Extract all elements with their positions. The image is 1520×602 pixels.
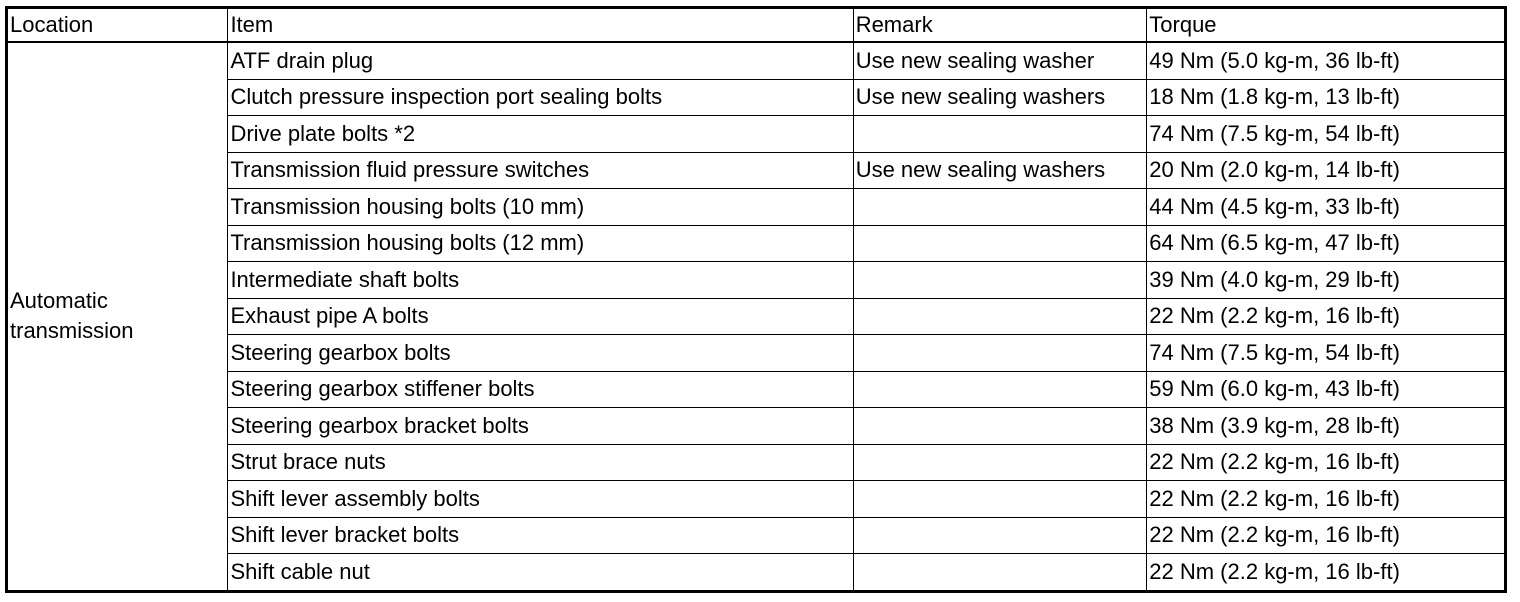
item-cell: Shift cable nut	[228, 554, 853, 592]
table-header	[7, 8, 1506, 43]
remark-cell	[853, 225, 1147, 262]
remark-cell	[853, 371, 1147, 408]
header-torque: Torque	[1147, 8, 1506, 43]
item-cell: Exhaust pipe A bolts	[228, 298, 853, 335]
torque-cell: 22 Nm (2.2 kg-m, 16 lb-ft)	[1147, 481, 1506, 518]
header-location: Location	[7, 8, 228, 43]
item-cell: Steering gearbox stiffener bolts	[228, 371, 853, 408]
remark-cell	[853, 481, 1147, 518]
torque-cell: 74 Nm (7.5 kg-m, 54 lb-ft)	[1147, 335, 1506, 372]
table-row	[7, 335, 1506, 372]
table-row	[7, 189, 1506, 226]
torque-cell: 22 Nm (2.2 kg-m, 16 lb-ft)	[1147, 444, 1506, 481]
remark-cell	[853, 116, 1147, 153]
item-cell: Transmission fluid pressure switches	[228, 152, 853, 189]
table-row	[7, 225, 1506, 262]
item-cell: Steering gearbox bolts	[228, 335, 853, 372]
torque-cell: 20 Nm (2.0 kg-m, 14 lb-ft)	[1147, 152, 1506, 189]
item-cell: Clutch pressure inspection port sealing bolts	[228, 79, 853, 116]
remark-cell	[853, 444, 1147, 481]
item-cell: Transmission housing bolts (12 mm)	[228, 225, 853, 262]
item-cell: Strut brace nuts	[228, 444, 853, 481]
table-row	[7, 42, 1506, 79]
torque-cell: 38 Nm (3.9 kg-m, 28 lb-ft)	[1147, 408, 1506, 445]
location-cell: Automatic transmission	[7, 42, 228, 591]
torque-cell: 64 Nm (6.5 kg-m, 47 lb-ft)	[1147, 225, 1506, 262]
table-row	[7, 517, 1506, 554]
table-row	[7, 481, 1506, 518]
remark-cell	[853, 517, 1147, 554]
table-row	[7, 152, 1506, 189]
table-row	[7, 116, 1506, 153]
table-row	[7, 554, 1506, 592]
table-row	[7, 371, 1506, 408]
torque-cell: 22 Nm (2.2 kg-m, 16 lb-ft)	[1147, 298, 1506, 335]
remark-cell	[853, 298, 1147, 335]
header-row	[7, 8, 1506, 43]
table-row	[7, 262, 1506, 299]
torque-specification-table	[5, 6, 1507, 593]
remark-cell	[853, 554, 1147, 592]
torque-cell: 22 Nm (2.2 kg-m, 16 lb-ft)	[1147, 554, 1506, 592]
torque-cell: 59 Nm (6.0 kg-m, 43 lb-ft)	[1147, 371, 1506, 408]
header-item: Item	[228, 8, 853, 43]
item-cell: Steering gearbox bracket bolts	[228, 408, 853, 445]
table-body	[7, 42, 1506, 591]
table-row	[7, 444, 1506, 481]
remark-cell: Use new sealing washers	[853, 152, 1147, 189]
remark-cell	[853, 408, 1147, 445]
torque-cell: 18 Nm (1.8 kg-m, 13 lb-ft)	[1147, 79, 1506, 116]
remark-cell	[853, 189, 1147, 226]
torque-cell: 22 Nm (2.2 kg-m, 16 lb-ft)	[1147, 517, 1506, 554]
table-row	[7, 298, 1506, 335]
torque-cell: 74 Nm (7.5 kg-m, 54 lb-ft)	[1147, 116, 1506, 153]
torque-cell: 44 Nm (4.5 kg-m, 33 lb-ft)	[1147, 189, 1506, 226]
remark-cell	[853, 262, 1147, 299]
item-cell: Intermediate shaft bolts	[228, 262, 853, 299]
table-row	[7, 79, 1506, 116]
item-cell: Drive plate bolts *2	[228, 116, 853, 153]
remark-cell: Use new sealing washers	[853, 79, 1147, 116]
item-cell: ATF drain plug	[228, 42, 853, 79]
remark-cell	[853, 335, 1147, 372]
item-cell: Transmission housing bolts (10 mm)	[228, 189, 853, 226]
table-row	[7, 408, 1506, 445]
torque-cell: 49 Nm (5.0 kg-m, 36 lb-ft)	[1147, 42, 1506, 79]
item-cell: Shift lever assembly bolts	[228, 481, 853, 518]
remark-cell: Use new sealing washer	[853, 42, 1147, 79]
torque-cell: 39 Nm (4.0 kg-m, 29 lb-ft)	[1147, 262, 1506, 299]
item-cell: Shift lever bracket bolts	[228, 517, 853, 554]
header-remark: Remark	[853, 8, 1147, 43]
